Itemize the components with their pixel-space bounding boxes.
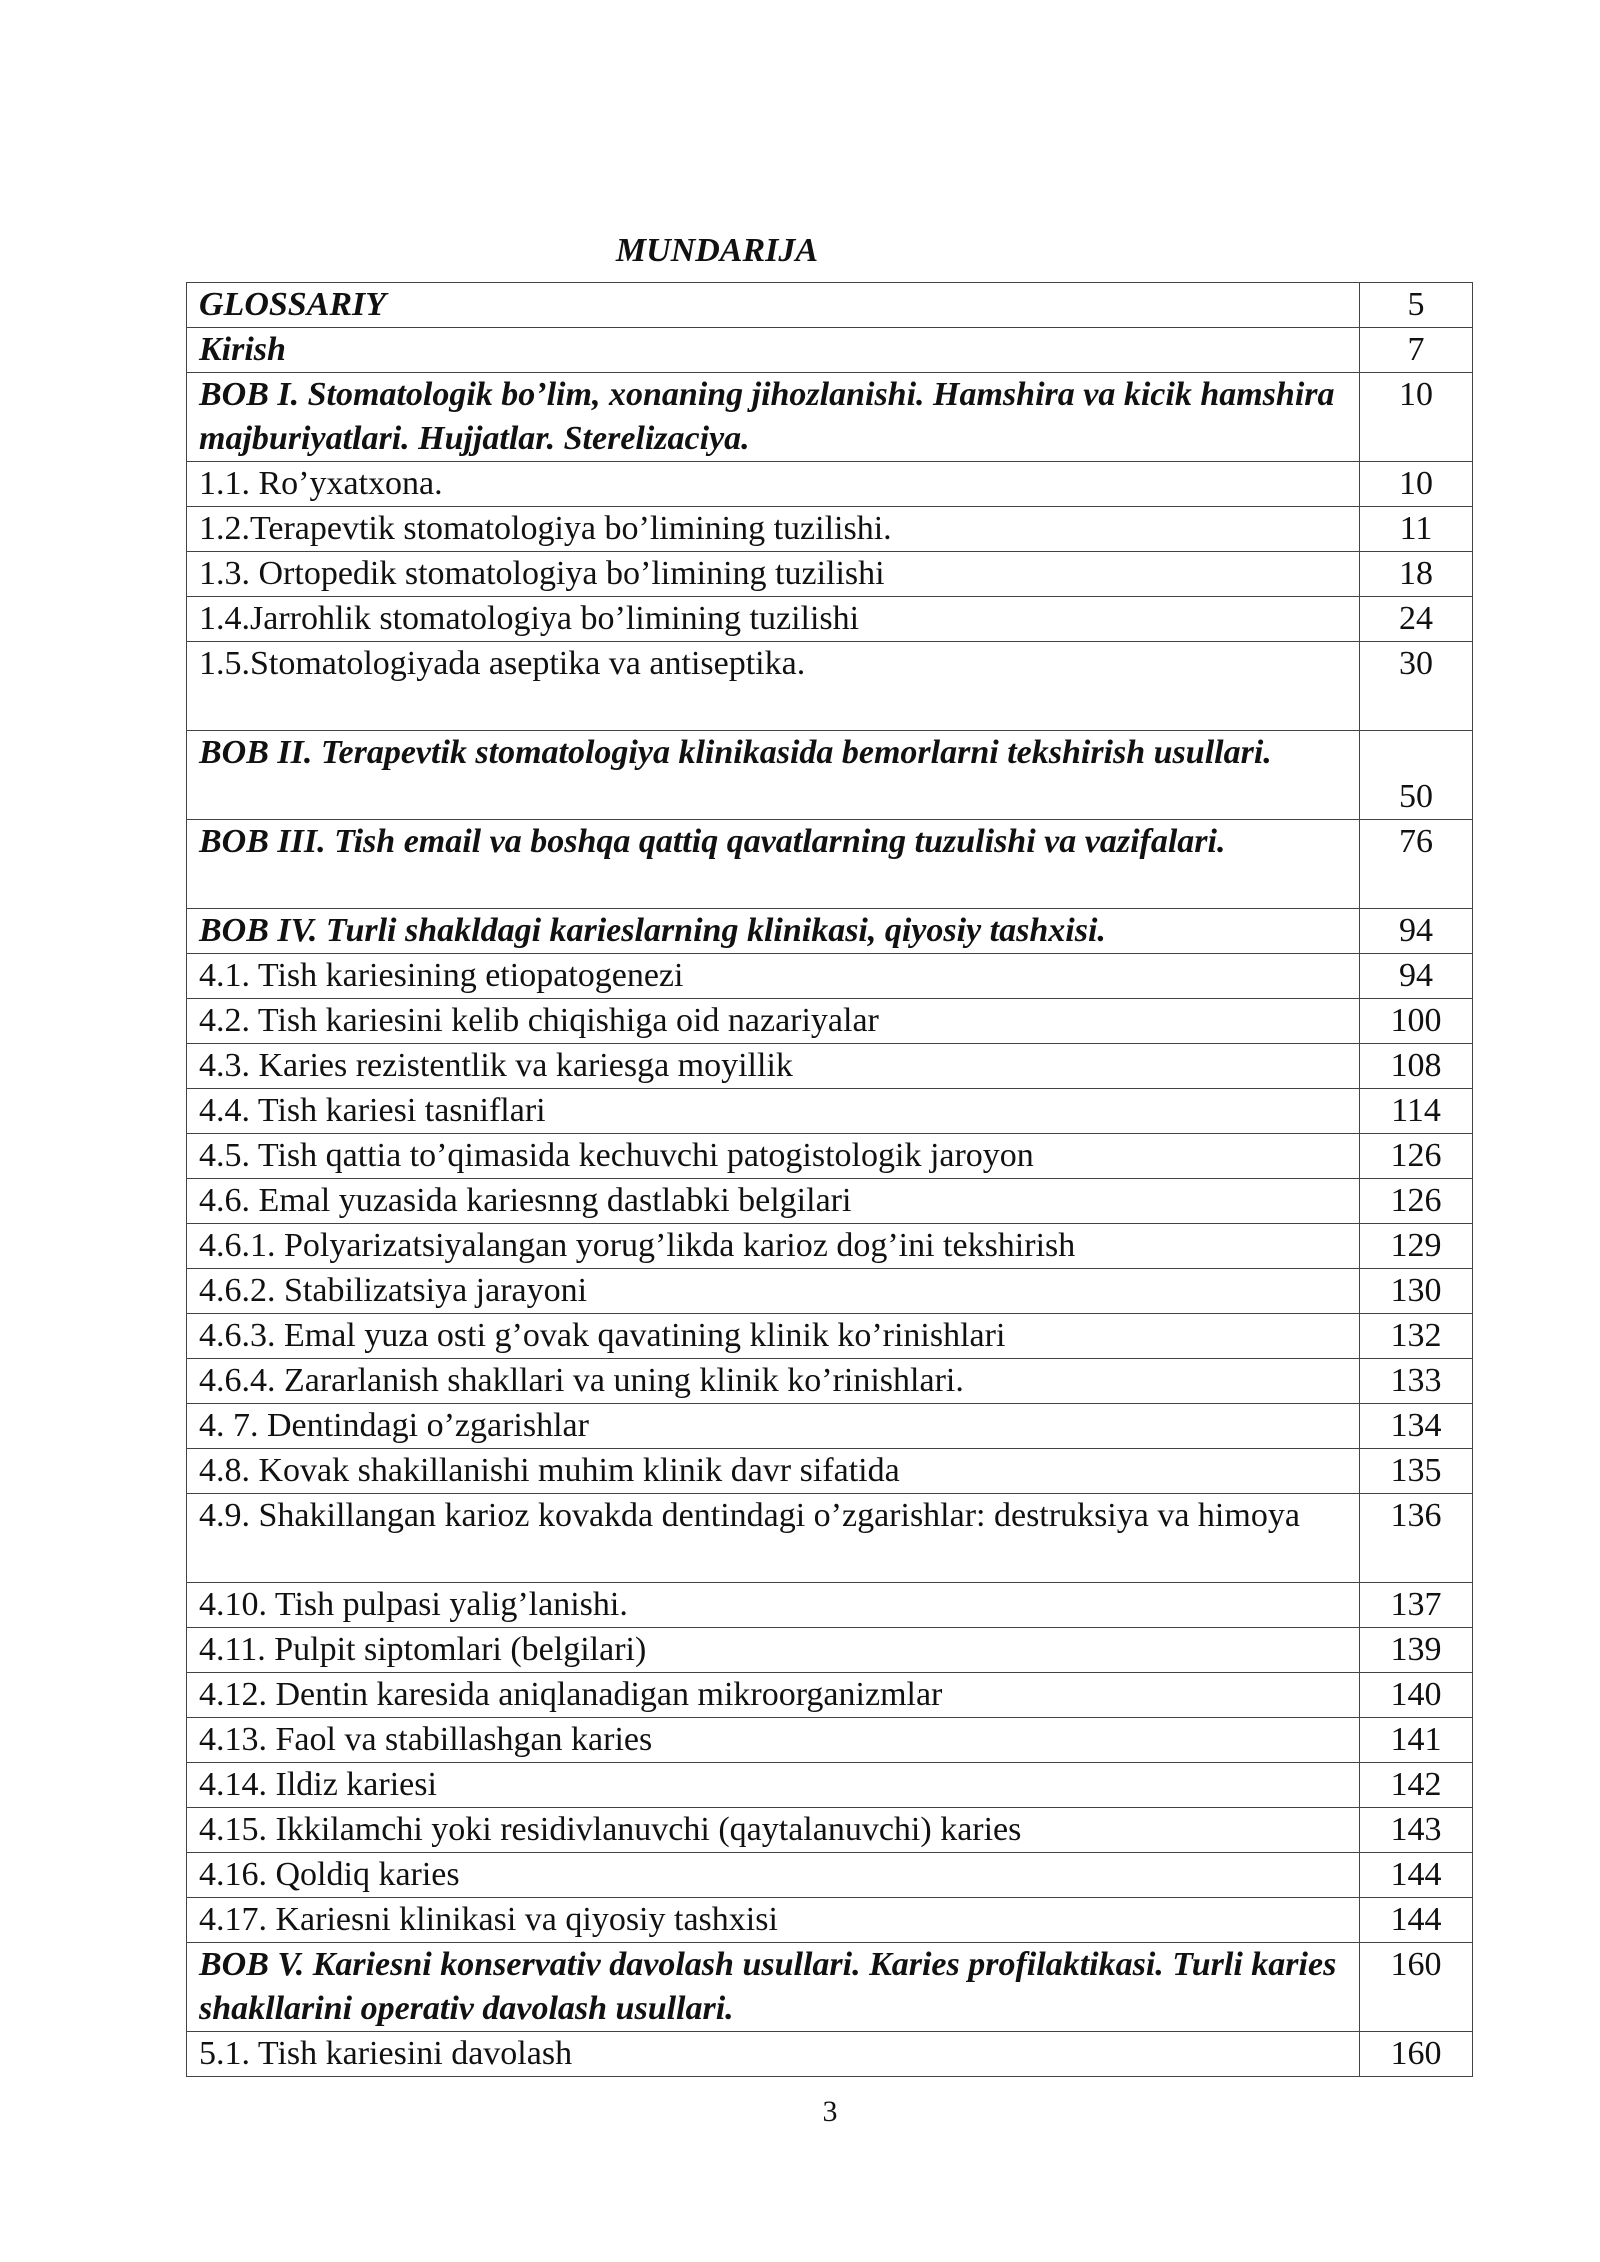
page-number: 3: [822, 2095, 838, 2128]
toc-section-row: [187, 1628, 1473, 1673]
toc-entry-page: 160: [1360, 2032, 1473, 2077]
toc-entry-title: 4. 7. Dentindagi o’zgarishlar: [187, 1404, 1360, 1449]
toc-entry-page: 10: [1360, 462, 1473, 507]
toc-entry-page: 136: [1360, 1494, 1473, 1583]
toc-entry-page: 142: [1360, 1763, 1473, 1808]
toc-entry-title: 1.1. Ro’yxatxona.: [187, 462, 1360, 507]
toc-section-row: [187, 1134, 1473, 1179]
toc-section-row: [187, 1179, 1473, 1224]
toc-section-row: [187, 1314, 1473, 1359]
toc-entry-title: 4.16. Qoldiq karies: [187, 1853, 1360, 1898]
toc-entry-page: 139: [1360, 1628, 1473, 1673]
toc-section-row: [187, 1359, 1473, 1404]
toc-entry-page: 144: [1360, 1898, 1473, 1943]
toc-entry-page: 160: [1360, 1943, 1473, 2032]
toc-entry-title: 1.4.Jarrohlik stomatologiya bo’limining tuzilishi: [187, 597, 1360, 642]
toc-section-row: [187, 1494, 1473, 1583]
toc-entry-title: Kirish: [187, 328, 1360, 373]
toc-entry-title: BOB IV. Turli shakldagi karieslarning klinikasi, qiyosiy tashxisi.: [187, 909, 1360, 954]
toc-entry-title: 1.3. Ortopedik stomatologiya bo’limining tuzilishi: [187, 552, 1360, 597]
toc-entry-title: BOB III. Tish email va boshqa qattiq qavatlarning tuzulishi va vazifalari.: [187, 820, 1360, 909]
toc-entry-page: 129: [1360, 1224, 1473, 1269]
toc-chapter-row: [187, 283, 1473, 328]
toc-section-row: [187, 954, 1473, 999]
toc-entry-page: 30: [1360, 642, 1473, 731]
toc-section-row: [187, 1449, 1473, 1494]
toc-entry-page: 137: [1360, 1583, 1473, 1628]
toc-entry-title: 4.12. Dentin karesida aniqlanadigan mikroorganizmlar: [187, 1673, 1360, 1718]
toc-entry-page: 5: [1360, 283, 1473, 328]
toc-entry-title: 4.11. Pulpit siptomlari (belgilari): [187, 1628, 1360, 1673]
toc-section-row: [187, 1404, 1473, 1449]
contents-table-body: [187, 283, 1473, 2077]
toc-section-row: [187, 1808, 1473, 1853]
toc-entry-title: 4.13. Faol va stabillashgan karies: [187, 1718, 1360, 1763]
toc-entry-title: 4.8. Kovak shakillanishi muhim klinik davr sifatida: [187, 1449, 1360, 1494]
page-title: MUNDARIJA: [615, 232, 819, 269]
toc-section-row: [187, 1718, 1473, 1763]
toc-section-row: [187, 1853, 1473, 1898]
toc-entry-title: 4.17. Kariesni klinikasi va qiyosiy tashxisi: [187, 1898, 1360, 1943]
toc-section-row: [187, 552, 1473, 597]
toc-entry-title: 4.6.2. Stabilizatsiya jarayoni: [187, 1269, 1360, 1314]
toc-entry-page: 134: [1360, 1404, 1473, 1449]
toc-section-row: [187, 1583, 1473, 1628]
toc-section-row: [187, 642, 1473, 731]
toc-entry-page: 50: [1360, 731, 1473, 820]
toc-chapter-row: [187, 731, 1473, 820]
toc-section-row: [187, 507, 1473, 552]
toc-entry-page: 76: [1360, 820, 1473, 909]
toc-entry-page: 126: [1360, 1179, 1473, 1224]
toc-entry-page: 18: [1360, 552, 1473, 597]
toc-entry-page: 10: [1360, 373, 1473, 462]
toc-chapter-row: [187, 1943, 1473, 2032]
toc-entry-title: GLOSSARIY: [187, 283, 1360, 328]
toc-entry-title: 4.2. Tish kariesini kelib chiqishiga oid nazariyalar: [187, 999, 1360, 1044]
toc-chapter-row: [187, 373, 1473, 462]
toc-entry-page: 108: [1360, 1044, 1473, 1089]
toc-section-row: [187, 1898, 1473, 1943]
toc-section-row: [187, 597, 1473, 642]
toc-entry-page: 143: [1360, 1808, 1473, 1853]
toc-entry-page: 135: [1360, 1449, 1473, 1494]
toc-entry-title: 4.6.3. Emal yuza osti g’ovak qavatining klinik ko’rinishlari: [187, 1314, 1360, 1359]
toc-section-row: [187, 1224, 1473, 1269]
toc-entry-page: 94: [1360, 909, 1473, 954]
toc-chapter-row: [187, 820, 1473, 909]
toc-entry-page: 11: [1360, 507, 1473, 552]
toc-entry-page: 24: [1360, 597, 1473, 642]
toc-section-row: [187, 2032, 1473, 2077]
toc-entry-title: BOB I. Stomatologik bo’lim, xonaning jihozlanishi. Hamshira va kicik hamshira majburiyatlari. Hujjatlar. Sterelizaciya.: [187, 373, 1360, 462]
toc-entry-page: 130: [1360, 1269, 1473, 1314]
toc-entry-page: 144: [1360, 1853, 1473, 1898]
toc-section-row: [187, 1269, 1473, 1314]
toc-entry-title: BOB V. Kariesni konservativ davolash usullari. Karies profilaktikasi. Turli karies shakllarini operativ davolash usullari.: [187, 1943, 1360, 2032]
toc-section-row: [187, 1044, 1473, 1089]
toc-entry-title: 4.6. Emal yuzasida kariesnng dastlabki belgilari: [187, 1179, 1360, 1224]
toc-entry-title: 4.10. Tish pulpasi yalig’lanishi.: [187, 1583, 1360, 1628]
toc-entry-title: 4.4. Tish kariesi tasniflari: [187, 1089, 1360, 1134]
toc-entry-title: 4.6.1. Polyarizatsiyalangan yorug’likda karioz dog’ini tekshirish: [187, 1224, 1360, 1269]
toc-entry-title: 1.2.Terapevtik stomatologiya bo’limining tuzilishi.: [187, 507, 1360, 552]
toc-entry-page: 132: [1360, 1314, 1473, 1359]
toc-entry-page: 114: [1360, 1089, 1473, 1134]
toc-entry-page: 140: [1360, 1673, 1473, 1718]
toc-entry-title: 1.5.Stomatologiyada aseptika va antiseptika.: [187, 642, 1360, 731]
toc-section-row: [187, 1089, 1473, 1134]
toc-entry-title: 5.1. Tish kariesini davolash: [187, 2032, 1360, 2077]
toc-entry-page: 7: [1360, 328, 1473, 373]
toc-entry-title: 4.15. Ikkilamchi yoki residivlanuvchi (qaytalanuvchi) karies: [187, 1808, 1360, 1853]
contents-table: [186, 282, 1473, 2077]
toc-chapter-row: [187, 909, 1473, 954]
toc-entry-title: 4.1. Tish kariesining etiopatogenezi: [187, 954, 1360, 999]
toc-section-row: [187, 462, 1473, 507]
toc-entry-title: 4.5. Tish qattia to’qimasida kechuvchi patogistologik jaroyon: [187, 1134, 1360, 1179]
toc-entry-page: 126: [1360, 1134, 1473, 1179]
toc-entry-title: 4.6.4. Zararlanish shakllari va uning klinik ko’rinishlari.: [187, 1359, 1360, 1404]
toc-entry-title: BOB II. Terapevtik stomatologiya klinikasida bemorlarni tekshirish usullari.: [187, 731, 1360, 820]
toc-entry-title: 4.14. Ildiz kariesi: [187, 1763, 1360, 1808]
toc-section-row: [187, 1763, 1473, 1808]
toc-entry-page: 94: [1360, 954, 1473, 999]
toc-entry-title: 4.3. Karies rezistentlik va kariesga moyillik: [187, 1044, 1360, 1089]
toc-section-row: [187, 1673, 1473, 1718]
toc-entry-page: 133: [1360, 1359, 1473, 1404]
toc-chapter-row: [187, 328, 1473, 373]
toc-entry-title: 4.9. Shakillangan karioz kovakda dentindagi o’zgarishlar: destruksiya va himoya: [187, 1494, 1360, 1583]
toc-entry-page: 100: [1360, 999, 1473, 1044]
toc-section-row: [187, 999, 1473, 1044]
toc-entry-page: 141: [1360, 1718, 1473, 1763]
